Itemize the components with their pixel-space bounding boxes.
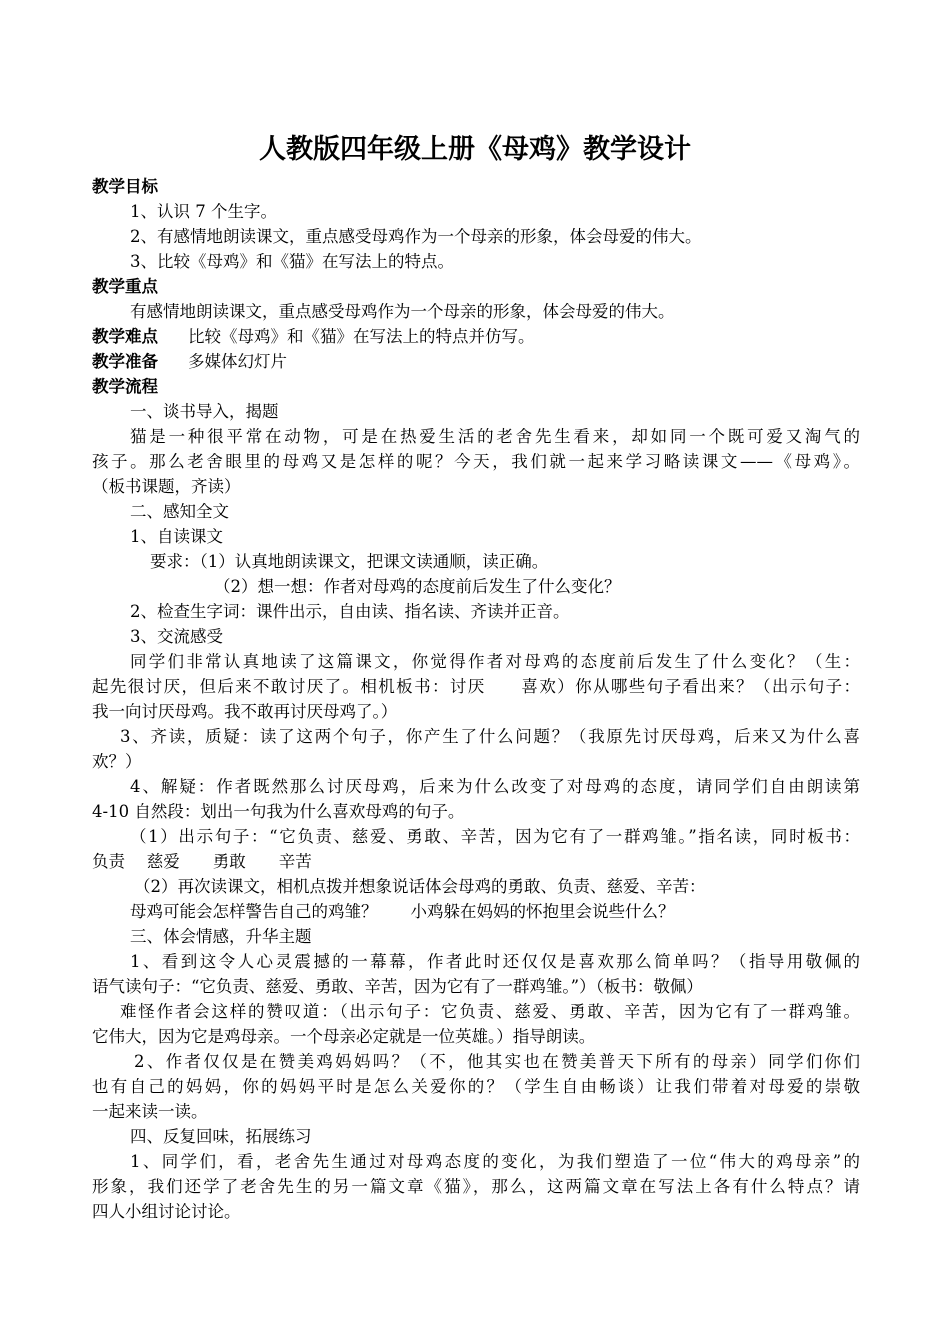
paragraph-line: 它伟大，因为它是鸡母亲。一个母亲必定就是一位英雄。）指导朗读。 xyxy=(92,1027,596,1046)
paragraph-line: 1、认识 7 个生字。 xyxy=(130,202,277,221)
paragraph-line: 要求：（1）认真地朗读课文，把课文读通顺，读正确。 xyxy=(150,552,549,571)
section-heading: 四、反复回味，拓展练习 xyxy=(130,1127,312,1146)
heading-focus: 教学重点 xyxy=(92,277,158,296)
heading-goals: 教学目标 xyxy=(92,177,158,196)
paragraph-line: 3、交流感受 xyxy=(130,627,223,646)
section-heading: 一、谈书导入，揭题 xyxy=(130,402,279,421)
paragraph-line: 1、自读课文 xyxy=(130,527,223,546)
board-keywords: 负责 慈爱 勇敢 辛苦 xyxy=(92,852,312,871)
heading-preparation: 教学准备 xyxy=(92,352,158,371)
paragraph-line: 猫是一种很平常在动物，可是在热爱生活的老舍先生看来，却如同一个既可爱又淘气的 xyxy=(130,427,860,446)
paragraph-line: 母鸡可能会怎样警告自己的鸡雏？ 小鸡躲在妈妈的怀抱里会说些什么？ xyxy=(130,902,675,921)
paragraph-line: 2、有感情地朗读课文，重点感受母鸡作为一个母亲的形象，体会母爱的伟大。 xyxy=(130,227,702,246)
paragraph-line: 孩子。那么老舍眼里的母鸡又是怎样的呢？今天，我们就一起来学习略读课文——《母鸡》。 xyxy=(92,452,860,471)
heading-process: 教学流程 xyxy=(92,377,158,396)
paragraph-line: （2）想一想：作者对母鸡的态度前后发生了什么变化？ xyxy=(214,577,621,596)
section-heading: 二、感知全文 xyxy=(130,502,229,521)
paragraph-line: （2）再次读课文，相机点拨并想象说话体会母鸡的勇敢、负责、慈爱、辛苦： xyxy=(134,877,706,896)
paragraph-line: 多媒体幻灯片 xyxy=(188,352,287,371)
paragraph-line: 也有自己的妈妈，你的妈妈平时是怎么关爱你的？（学生自由畅谈）让我们带着对母爱的崇敬 xyxy=(92,1077,860,1096)
paragraph-line: 一起来读一读。 xyxy=(92,1102,208,1121)
paragraph-line: 起先很讨厌，但后来不敢讨厌了。相机板书：讨厌 喜欢）你从哪些句子看出来？（出示句子： xyxy=(92,677,860,696)
paragraph-line: 3、齐读，质疑：读了这两个句子，你产生了什么问题？（我原先讨厌母鸡，后来又为什么喜 xyxy=(120,727,860,746)
paragraph-line: 同学们非常认真地读了这篇课文，你觉得作者对母鸡的态度前后发生了什么变化？（生： xyxy=(130,652,860,671)
paragraph-line: （板书课题，齐读） xyxy=(92,477,241,496)
paragraph-line: 欢？） xyxy=(92,752,142,771)
paragraph-line: 四人小组讨论讨论。 xyxy=(92,1202,241,1221)
section-heading: 三、体会情感，升华主题 xyxy=(130,927,312,946)
paragraph-line: 语气读句子：“它负责、慈爱、勇敢、辛苦，因为它有了一群鸡雏。”）（板书：敬佩） xyxy=(92,977,703,996)
paragraph-line: 比较《母鸡》和《猫》在写法上的特点并仿写。 xyxy=(188,327,535,346)
paragraph-line: 难怪作者会这样的赞叹道：（出示句子：它负责、慈爱、勇敢、辛苦，因为它有了一群鸡雏。 xyxy=(120,1002,860,1021)
paragraph-line: （1）出示句子：“它负责、慈爱、勇敢、辛苦，因为它有了一群鸡雏。”指名读，同时板书： xyxy=(130,827,860,846)
paragraph-line: 4-10 自然段：划出一句我为什么喜欢母鸡的句子。 xyxy=(92,802,465,821)
paragraph-line: 4、解疑：作者既然那么讨厌母鸡，后来为什么改变了对母鸡的态度，请同学们自由朗读第 xyxy=(130,777,860,796)
paragraph-line: 1、同学们，看，老舍先生通过对母鸡态度的变化，为我们塑造了一位“伟大的鸡母亲”的 xyxy=(130,1152,860,1171)
document-title: 人教版四年级上册《母鸡》教学设计 xyxy=(259,134,691,165)
paragraph-line: 2、检查生字词：课件出示，自由读、指名读、齐读并正音。 xyxy=(130,602,570,621)
paragraph-line: 有感情地朗读课文，重点感受母鸡作为一个母亲的形象，体会母爱的伟大。 xyxy=(130,302,675,321)
paragraph-line: 1、看到这令人心灵震撼的一幕幕，作者此时还仅仅是喜欢那么简单吗？（指导用敬佩的 xyxy=(130,952,860,971)
paragraph-line: 我一向讨厌母鸡。我不敢再讨厌母鸡了。） xyxy=(92,702,398,721)
paragraph-line: 2、作者仅仅是在赞美鸡妈妈吗？（不，他其实也在赞美普天下所有的母亲）同学们你们 xyxy=(134,1052,860,1071)
paragraph-line: 3、比较《母鸡》和《猫》在写法上的特点。 xyxy=(130,252,454,271)
heading-difficulty: 教学难点 xyxy=(92,327,158,346)
paragraph-line: 形象，我们还学了老舍先生的另一篇文章《猫》，那么，这两篇文章在写法上各有什么特点？请 xyxy=(92,1177,860,1196)
